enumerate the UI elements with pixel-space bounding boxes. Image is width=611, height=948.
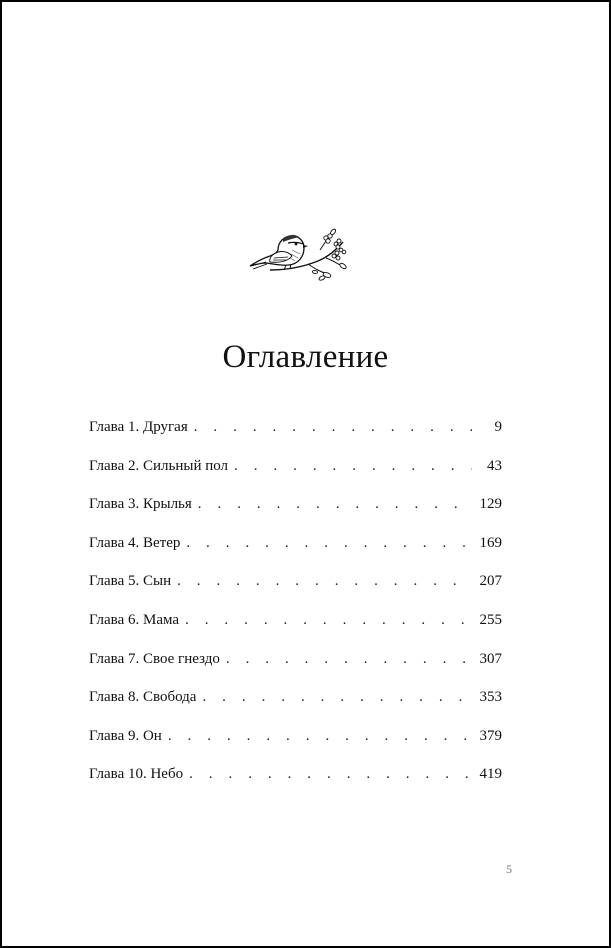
- toc-entry: [89, 451, 502, 490]
- toc-entry-page-number: 169: [479, 534, 502, 551]
- toc-entry-page-number: 207: [479, 573, 502, 590]
- dot-leader: [234, 451, 472, 481]
- page-title: Оглавление: [222, 339, 389, 375]
- table-of-contents: [89, 412, 502, 798]
- page-number: 5: [506, 862, 512, 876]
- dot-leader: [186, 528, 472, 558]
- toc-entry-page-number: 43: [487, 457, 502, 474]
- toc-entry: [89, 682, 502, 721]
- toc-entry-title: Глава 3. Крылья: [89, 496, 192, 513]
- toc-entry-page-number: 419: [479, 766, 502, 783]
- toc-entry-title: Глава 1. Другая: [89, 419, 188, 435]
- toc-entry: [89, 605, 502, 644]
- toc-entry-title: Глава 4. Ветер: [89, 534, 181, 551]
- toc-entry-title: Глава 6. Мама: [89, 611, 180, 628]
- dot-leader: [177, 566, 472, 596]
- dot-leader: [226, 644, 472, 674]
- toc-entry: [89, 528, 502, 567]
- toc-entry-page-number: 255: [479, 611, 502, 628]
- toc-entry-page-number: 353: [479, 689, 502, 706]
- toc-entry-title: Глава 7. Свое гнездо: [89, 650, 220, 667]
- toc-entry: [89, 489, 502, 528]
- dot-leader: [198, 489, 472, 519]
- toc-entry: [89, 759, 502, 798]
- dot-leader: [168, 721, 472, 751]
- toc-entry: [89, 566, 502, 605]
- toc-entry-page-number: 9: [494, 419, 502, 435]
- toc-entry-page-number: 379: [479, 727, 502, 744]
- bird-on-branch-icon: [248, 220, 348, 286]
- dot-leader: [202, 682, 472, 712]
- toc-entry: [89, 644, 502, 683]
- toc-entry: [89, 412, 502, 451]
- toc-entry-title: Глава 10. Небо: [89, 766, 184, 783]
- toc-entry-page-number: 129: [479, 496, 502, 513]
- toc-entry-title: Глава 9. Он: [89, 727, 162, 744]
- toc-entry-title: Глава 5. Сын: [89, 573, 172, 590]
- dot-leader: [194, 412, 472, 442]
- toc-entry: [89, 721, 502, 760]
- dot-leader: [185, 605, 472, 635]
- dot-leader: [189, 759, 472, 789]
- toc-entry-page-number: 307: [479, 650, 502, 667]
- toc-entry-title: Глава 8. Свобода: [89, 689, 197, 706]
- toc-entry-title: Глава 2. Сильный пол: [89, 457, 229, 474]
